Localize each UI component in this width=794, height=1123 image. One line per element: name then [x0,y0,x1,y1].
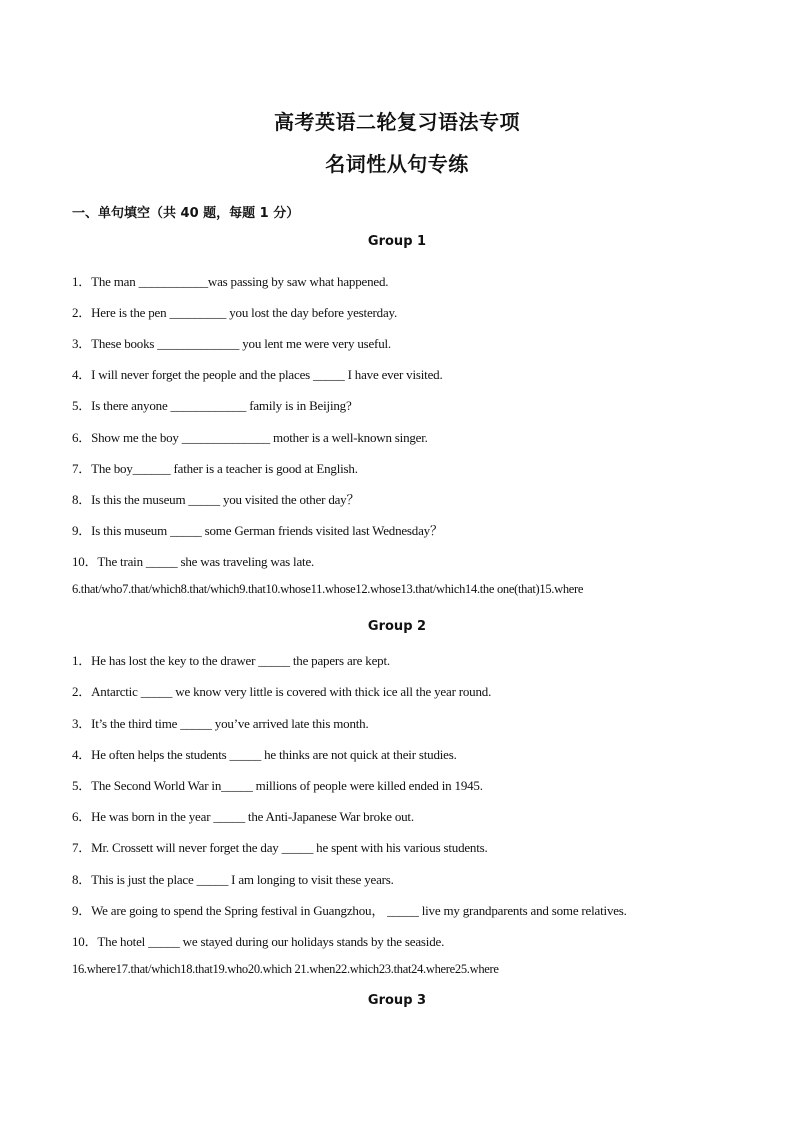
question-line: 7．Mr. Crossett will never forget the day _____ he spent with his various students. [72,840,488,855]
section-heading: 一、单句填空（共 40 题，每题 1 分） [72,206,300,221]
question-line: 8．Is this the museum _____ you visited the other day？ [72,492,360,507]
question-line: 5．The Second World War in_____ millions of people were killed ended in 1945. [72,778,483,793]
question-line: 2．Antarctic _____ we know very little is covered with thick ice all the year round. [72,684,492,699]
question-line: 8．This is just the place _____ I am longing to visit these years. [72,872,394,887]
question-line: 4．He often helps the students _____ he thinks are not quick at their studies. [72,747,457,762]
question-line: 4．I will never forget the people and the places _____ I have ever visited. [72,367,443,382]
question-line: 7．The boy______ father is a teacher is good at English. [72,461,358,476]
question-line: 5．Is there anyone ____________ family is in Beijing? [72,398,352,413]
question-line: 3．These books _____________ you lent me were very useful. [72,336,391,351]
question-line: 10．The train _____ she was traveling was late. [72,554,315,569]
question-line: 1．The man ___________was passing by saw what happened. [72,274,389,289]
group-3-heading: Group 3 [367,993,427,1008]
page-title: 高考英语二轮复习语法专项 [274,110,520,134]
question-line: 1．He has lost the key to the drawer _____ the papers are kept. [72,653,390,668]
question-line: 6．Show me the boy ______________ mother is a well-known singer. [72,430,428,445]
question-line: 6．He was born in the year _____ the Anti-Japanese War broke out. [72,809,414,824]
answer-key-line: 6.that/who7.that/which8.that/which9.that10.whose11.whose12.whose13.that/which14.the one(that)15.where [72,582,584,596]
question-line: 9．Is this museum _____ some German friends visited last Wednesday？ [72,523,443,538]
question-line: 9．We are going to spend the Spring festival in Guangzhou， _____ live my grandparents and some relatives. [72,903,627,918]
group-1-heading: Group 1 [367,234,427,249]
page-subtitle: 名词性从句专练 [325,152,469,176]
question-line: 10．The hotel _____ we stayed during our holidays stands by the seaside. [72,934,445,949]
answer-key-line: 16.where17.that/which18.that19.who20.which 21.when22.which23.that24.where25.where [72,962,499,976]
group-2-heading: Group 2 [367,619,427,634]
question-line: 2．Here is the pen _________ you lost the day before yesterday. [72,305,398,320]
question-line: 3．It’s the third time _____ you’ve arrived late this month. [72,716,369,731]
